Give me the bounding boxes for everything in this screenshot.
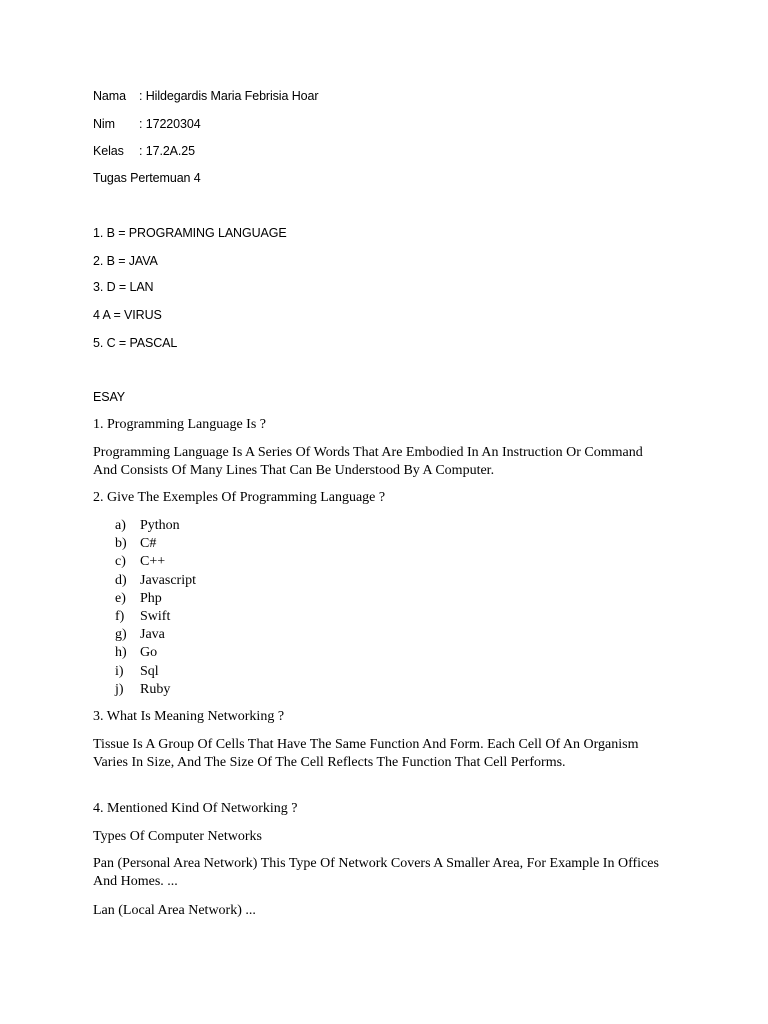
list-text: Sql <box>140 663 159 679</box>
essay-question-1: 1. Programming Language Is ? <box>93 417 267 432</box>
list-marker: c) <box>115 554 126 570</box>
list-item <box>115 553 196 571</box>
answer-item: 2. B = JAVA <box>93 254 158 268</box>
list-marker: e) <box>115 590 126 606</box>
list-text: Java <box>140 627 165 643</box>
nim-value: : 17220304 <box>139 117 201 131</box>
answer-item: 4 A = VIRUS <box>93 308 162 322</box>
pan-paragraph: Pan (Personal Area Network) This Type Of Network Covers A Smaller Area, For Example In Offices And Homes. ... <box>93 856 659 889</box>
list-marker: i) <box>115 663 124 679</box>
list-text: Php <box>140 590 162 606</box>
kelas-label: Kelas <box>93 144 124 158</box>
lan-paragraph: Lan (Local Area Network) ... <box>93 903 256 918</box>
list-marker: a) <box>115 518 126 533</box>
list-marker: j) <box>115 681 124 697</box>
list-item <box>115 572 196 590</box>
essay-question-4: 4. Mentioned Kind Of Networking ? <box>93 801 298 816</box>
list-item <box>115 644 196 662</box>
nim-label: Nim <box>93 117 115 131</box>
nama-row <box>93 87 318 105</box>
list-marker: g) <box>115 627 127 643</box>
list-item <box>115 535 196 553</box>
list-text: C++ <box>140 554 166 570</box>
list-item <box>115 517 196 535</box>
list-text: Ruby <box>140 681 171 697</box>
list-item <box>115 663 196 681</box>
list-item <box>115 626 196 644</box>
language-list <box>115 517 196 699</box>
list-text: Javascript <box>140 572 196 588</box>
list-item <box>115 681 196 699</box>
list-item <box>115 608 196 626</box>
essay-answer-3: Tissue Is A Group Of Cells That Have The Same Function And Form. Each Cell Of An Organism Varies In Size, And The Size Of The Cell Reflects The Function That Cell Performs. <box>93 737 639 770</box>
essay-question-2: 2. Give The Exemples Of Programming Language ? <box>93 490 386 505</box>
list-marker: h) <box>115 645 127 661</box>
nama-value: : Hildegardis Maria Febrisia Hoar <box>139 89 319 103</box>
essay-answer-1: Programming Language Is A Series Of Words That Are Embodied In An Instruction Or Command And Consists Of Many Lines That Can Be Understood By A Computer. <box>93 445 643 478</box>
answer-item: 1. B = PROGRAMING LANGUAGE <box>93 226 287 240</box>
kelas-value: : 17.2A.25 <box>139 144 195 158</box>
answer-item: 3. D = LAN <box>93 280 154 294</box>
list-text: Python <box>140 518 180 533</box>
kelas-row <box>93 142 195 160</box>
network-types-heading: Types Of Computer Networks <box>93 829 262 844</box>
list-text: Go <box>140 645 158 661</box>
list-marker: f) <box>115 608 125 624</box>
essay-title: ESAY <box>93 390 126 404</box>
nama-label: Nama <box>93 89 126 103</box>
essay-question-3: 3. What Is Meaning Networking ? <box>93 709 285 724</box>
answer-item: 5. C = PASCAL <box>93 336 178 350</box>
nim-row <box>93 115 201 133</box>
list-text: C# <box>140 536 157 552</box>
tugas-title: Tugas Pertemuan 4 <box>93 171 201 185</box>
list-marker: d) <box>115 572 127 588</box>
list-text: Swift <box>140 608 171 624</box>
list-item <box>115 590 196 608</box>
list-marker: b) <box>115 536 127 552</box>
